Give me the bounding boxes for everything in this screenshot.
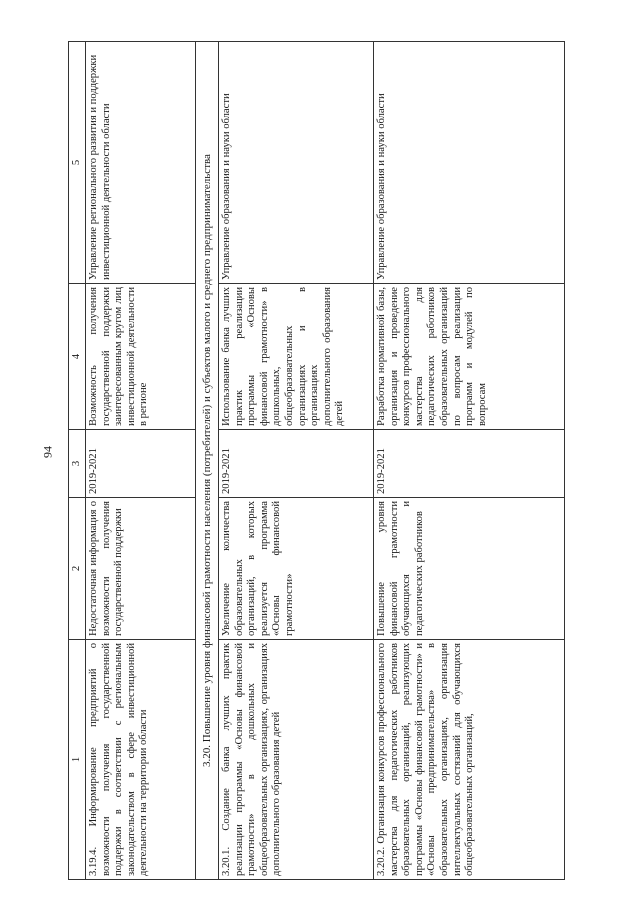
measure-cell: 3.20.2. Организация конкурсов профессионального мастерства для педагогических работников образовательных организаций, реализующих программы «Основы финансовой грамотности» и «Основы предпринимательства» в образовательных организациях, организация интеллектуальных состязаний для обучающихся общеобразовательных организаций, — [374, 640, 565, 880]
header-cell: 5 — [69, 42, 86, 284]
header-cell: 2 — [69, 498, 86, 640]
problem-cell: Недостаточная информация о возможности получения государственной поддержки — [86, 498, 196, 640]
period-cell: 2019-2021 — [374, 430, 565, 498]
responsible-cell: Управление образования и науки области — [219, 42, 374, 284]
page-number: 94 — [40, 446, 55, 458]
responsible-cell: Управление образования и науки области — [374, 42, 565, 284]
table-row — [86, 42, 196, 880]
result-cell: Разработка нормативной базы, организация и проведение конкурсов профессионального мастерства для педагогических работников образовательных организаций по вопросам реализации программ и модулей по вопросам — [374, 284, 565, 430]
responsible-cell: Управление регионального развития и поддержки инвестиционной деятельности области — [86, 42, 196, 284]
table-row — [374, 42, 565, 880]
table-row — [219, 42, 374, 880]
result-cell: Возможность получения государственной поддержки заинтересованным кругом лиц инвестиционной деятельности в регионе — [86, 284, 196, 430]
period-cell: 2019-2021 — [86, 430, 196, 498]
header-cell: 4 — [69, 284, 86, 430]
table-header-row — [69, 42, 86, 880]
section-heading-row — [196, 42, 219, 880]
problem-cell: Повышение уровня финансовой грамотности обучающихся и педагогических работников — [374, 498, 565, 640]
measures-table — [68, 41, 565, 880]
measure-cell: 3.19.4. Информирование предприятий о возможности получения государственной поддержки в соответствии с региональным законодательством в сфере инвестиционной деятельности на территории области — [86, 640, 196, 880]
measure-cell: 3.20.1. Создание банка лучших практик реализации программы «Основы финансовой грамотности» в дошкольных и общеобразовательных организациях, организациях дополнительного образования детей — [219, 640, 374, 880]
header-cell: 1 — [69, 640, 86, 880]
period-cell: 2019-2021 — [219, 430, 374, 498]
header-cell: 3 — [69, 430, 86, 498]
rotated-table-container — [68, 42, 616, 880]
result-cell: Использование банка лучших практик реализации программы «Основы финансовой грамотности» в дошкольных, общеобразовательных организациях и в организациях дополнительного образования детей — [219, 284, 374, 430]
problem-cell: Увеличение количества образовательных организаций, в которых реализуется программа «Основы финансовой грамотности» — [219, 498, 374, 640]
section-heading: 3.20. Повышение уровня финансовой грамотности населения (потребителей) и субъектов малого и среднего предпринимательства — [196, 42, 219, 880]
